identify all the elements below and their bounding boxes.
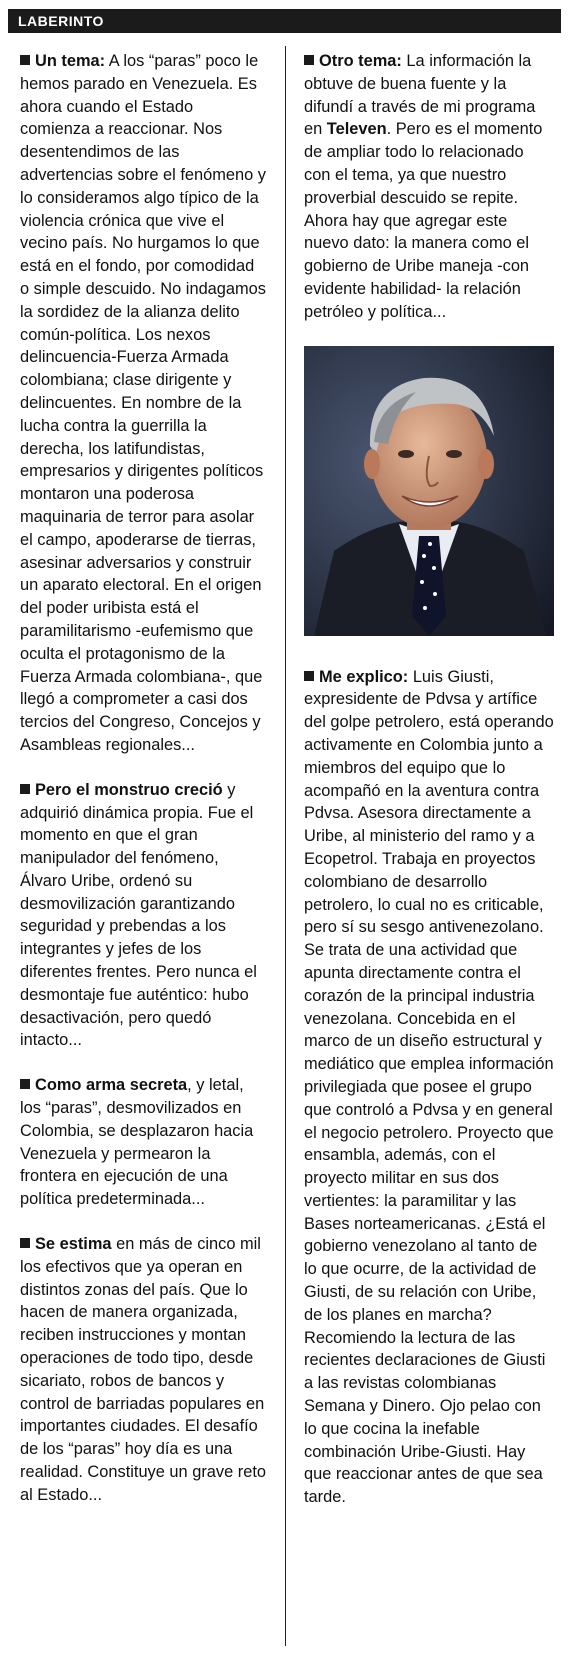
paragraph-lead: Un tema: xyxy=(35,52,106,70)
paragraph-lead: Me explico: xyxy=(319,667,409,686)
paragraph-otro-tema xyxy=(304,50,554,324)
left-column xyxy=(20,50,266,1529)
right-column xyxy=(304,50,554,1531)
paragraph-text: , y letal, los “paras”, desmovilizados en Colombia, se desplazaron hacia Venezuela y permearon la frontera en ejecución de una política predeterminada... xyxy=(20,1076,254,1209)
paragraph-monstruo xyxy=(20,779,266,1053)
paragraph-lead: Como arma secreta xyxy=(35,1076,188,1095)
bullet-square-icon xyxy=(20,1238,30,1248)
bullet-square-icon xyxy=(20,55,30,65)
paragraph-text: A los “paras” poco le hemos parado en Venezuela. Es ahora cuando el Estado comienza a reaccionar. Nos desentendimos de las advertencias sobre el fenómeno y lo consideramos algo típico de la violencia crónica que vive el vecino país. No hurgamos lo que está en el fondo, por comodidad o simple descuido. No indagamos la sordidez de la alianza delito común-política. Los nexos delincuencia-Fuerza Armada colombiana; clase dirigente y delincuentes. En nombre de la lucha contra la guerrilla la derecha, los latifundistas, empresarios y dirigentes políticos montaron una poderosa maquinaria de terror para asolar el campo, apoderarse de tierras, asesinar adversarios y construir un aparato electoral. En el origen del poder uribista está el paramilitarismo -eufemismo que oculta el protagonismo de la Fuerza Armada colombiana-, que llegó a comprometer a casi dos tercios del Congreso, Concejos y Asambleas regionales... xyxy=(20,52,267,754)
portrait-photo xyxy=(304,346,554,636)
paragraph-lead: Se estima xyxy=(35,1235,112,1254)
paragraph-text: y adquirió dinámica propia. Fue el momento en que el gran manipulador del fenómeno, Álvaro Uribe, ordenó su desmovilización garantizando seguridad y prebendas a los integrantes y jefes de los diferentes frentes. Pero nunca el desmontaje fue auténtico: hubo desactivación, pero quedó intacto... xyxy=(20,780,257,1050)
paragraph-text: Luis Giusti, expresidente de Pdvsa y artífice del golpe petrolero, está operando activamente en Colombia junto a miembros del equipo que lo acompañó en la aventura contra Pdvsa. Asesora directamente a Uribe, al ministerio del ramo y a Ecopetrol. Trabaja en proyectos colombiano de desarrollo petrolero, lo cual no es criticable, pero sí su sesgo antivenezolano. Se trata de una actividad que apunta directamente contra el corazón de la principal industria venezolana. Concebida en el marco de un diseño estructural y mediático que emplea información privilegiada que posee el grupo que controló a Pdvsa y en general el negocio petrolero. Proyecto que ensambla, además, con el proyecto militar en sus dos vertientes: la paramilitar y las Bases norteamericanas. ¿Está el gobierno venezolano al tanto de lo que ocurre, de la actividad de Giusti, de su relación con Uribe, de los planes en marcha? Recomiendo la lectura de las recientes declaraciones de Giusti a las revistas colombianas Semana y Dinero. Ojo pelao con lo que cocina la inefable combinación Uribe-Giusti. Hay que reaccionar antes de que sea tarde. xyxy=(304,667,554,1507)
section-title: LABERINTO xyxy=(18,13,104,29)
paragraph-un-tema xyxy=(20,50,266,757)
paragraph-text: La información la obtuve de buena fuente y la difundí a través de mi programa en xyxy=(304,52,536,139)
paragraph-text: en más de cinco mil los efectivos que ya operan en distintos zonas del país. Que lo hacen de manera organizada, reciben instrucciones y montan operaciones de todo tipo, desde sicariato, robos de bancos y control de barriadas populares en importantes ciudades. El desafío de los “paras” hoy día es una realidad. Constituye un grave reto al Estado... xyxy=(20,1235,267,1504)
paragraph-arma-secreta xyxy=(20,1074,266,1211)
paragraph-lead: Pero el monstruo creció xyxy=(35,780,223,799)
paragraph-text: . Pero es el momento de ampliar todo lo relacionado con el tema, ya que nuestro proverbial descuido se repite. Ahora hay que agregar este nuevo dato: la manera como el gobierno de Uribe maneja -con evidente habilidad- la relación petróleo y política... xyxy=(304,120,543,321)
televen-brand: Televen xyxy=(326,120,387,139)
bullet-square-icon xyxy=(304,671,314,681)
portrait-illustration xyxy=(304,346,554,636)
bullet-square-icon xyxy=(20,1079,30,1089)
paragraph-se-estima xyxy=(20,1233,266,1507)
column-divider xyxy=(285,46,286,1646)
bullet-square-icon xyxy=(304,55,314,65)
paragraph-me-explico xyxy=(304,666,554,1509)
paragraph-lead: Otro tema: xyxy=(319,52,402,70)
section-header xyxy=(8,9,561,33)
bullet-square-icon xyxy=(20,784,30,794)
